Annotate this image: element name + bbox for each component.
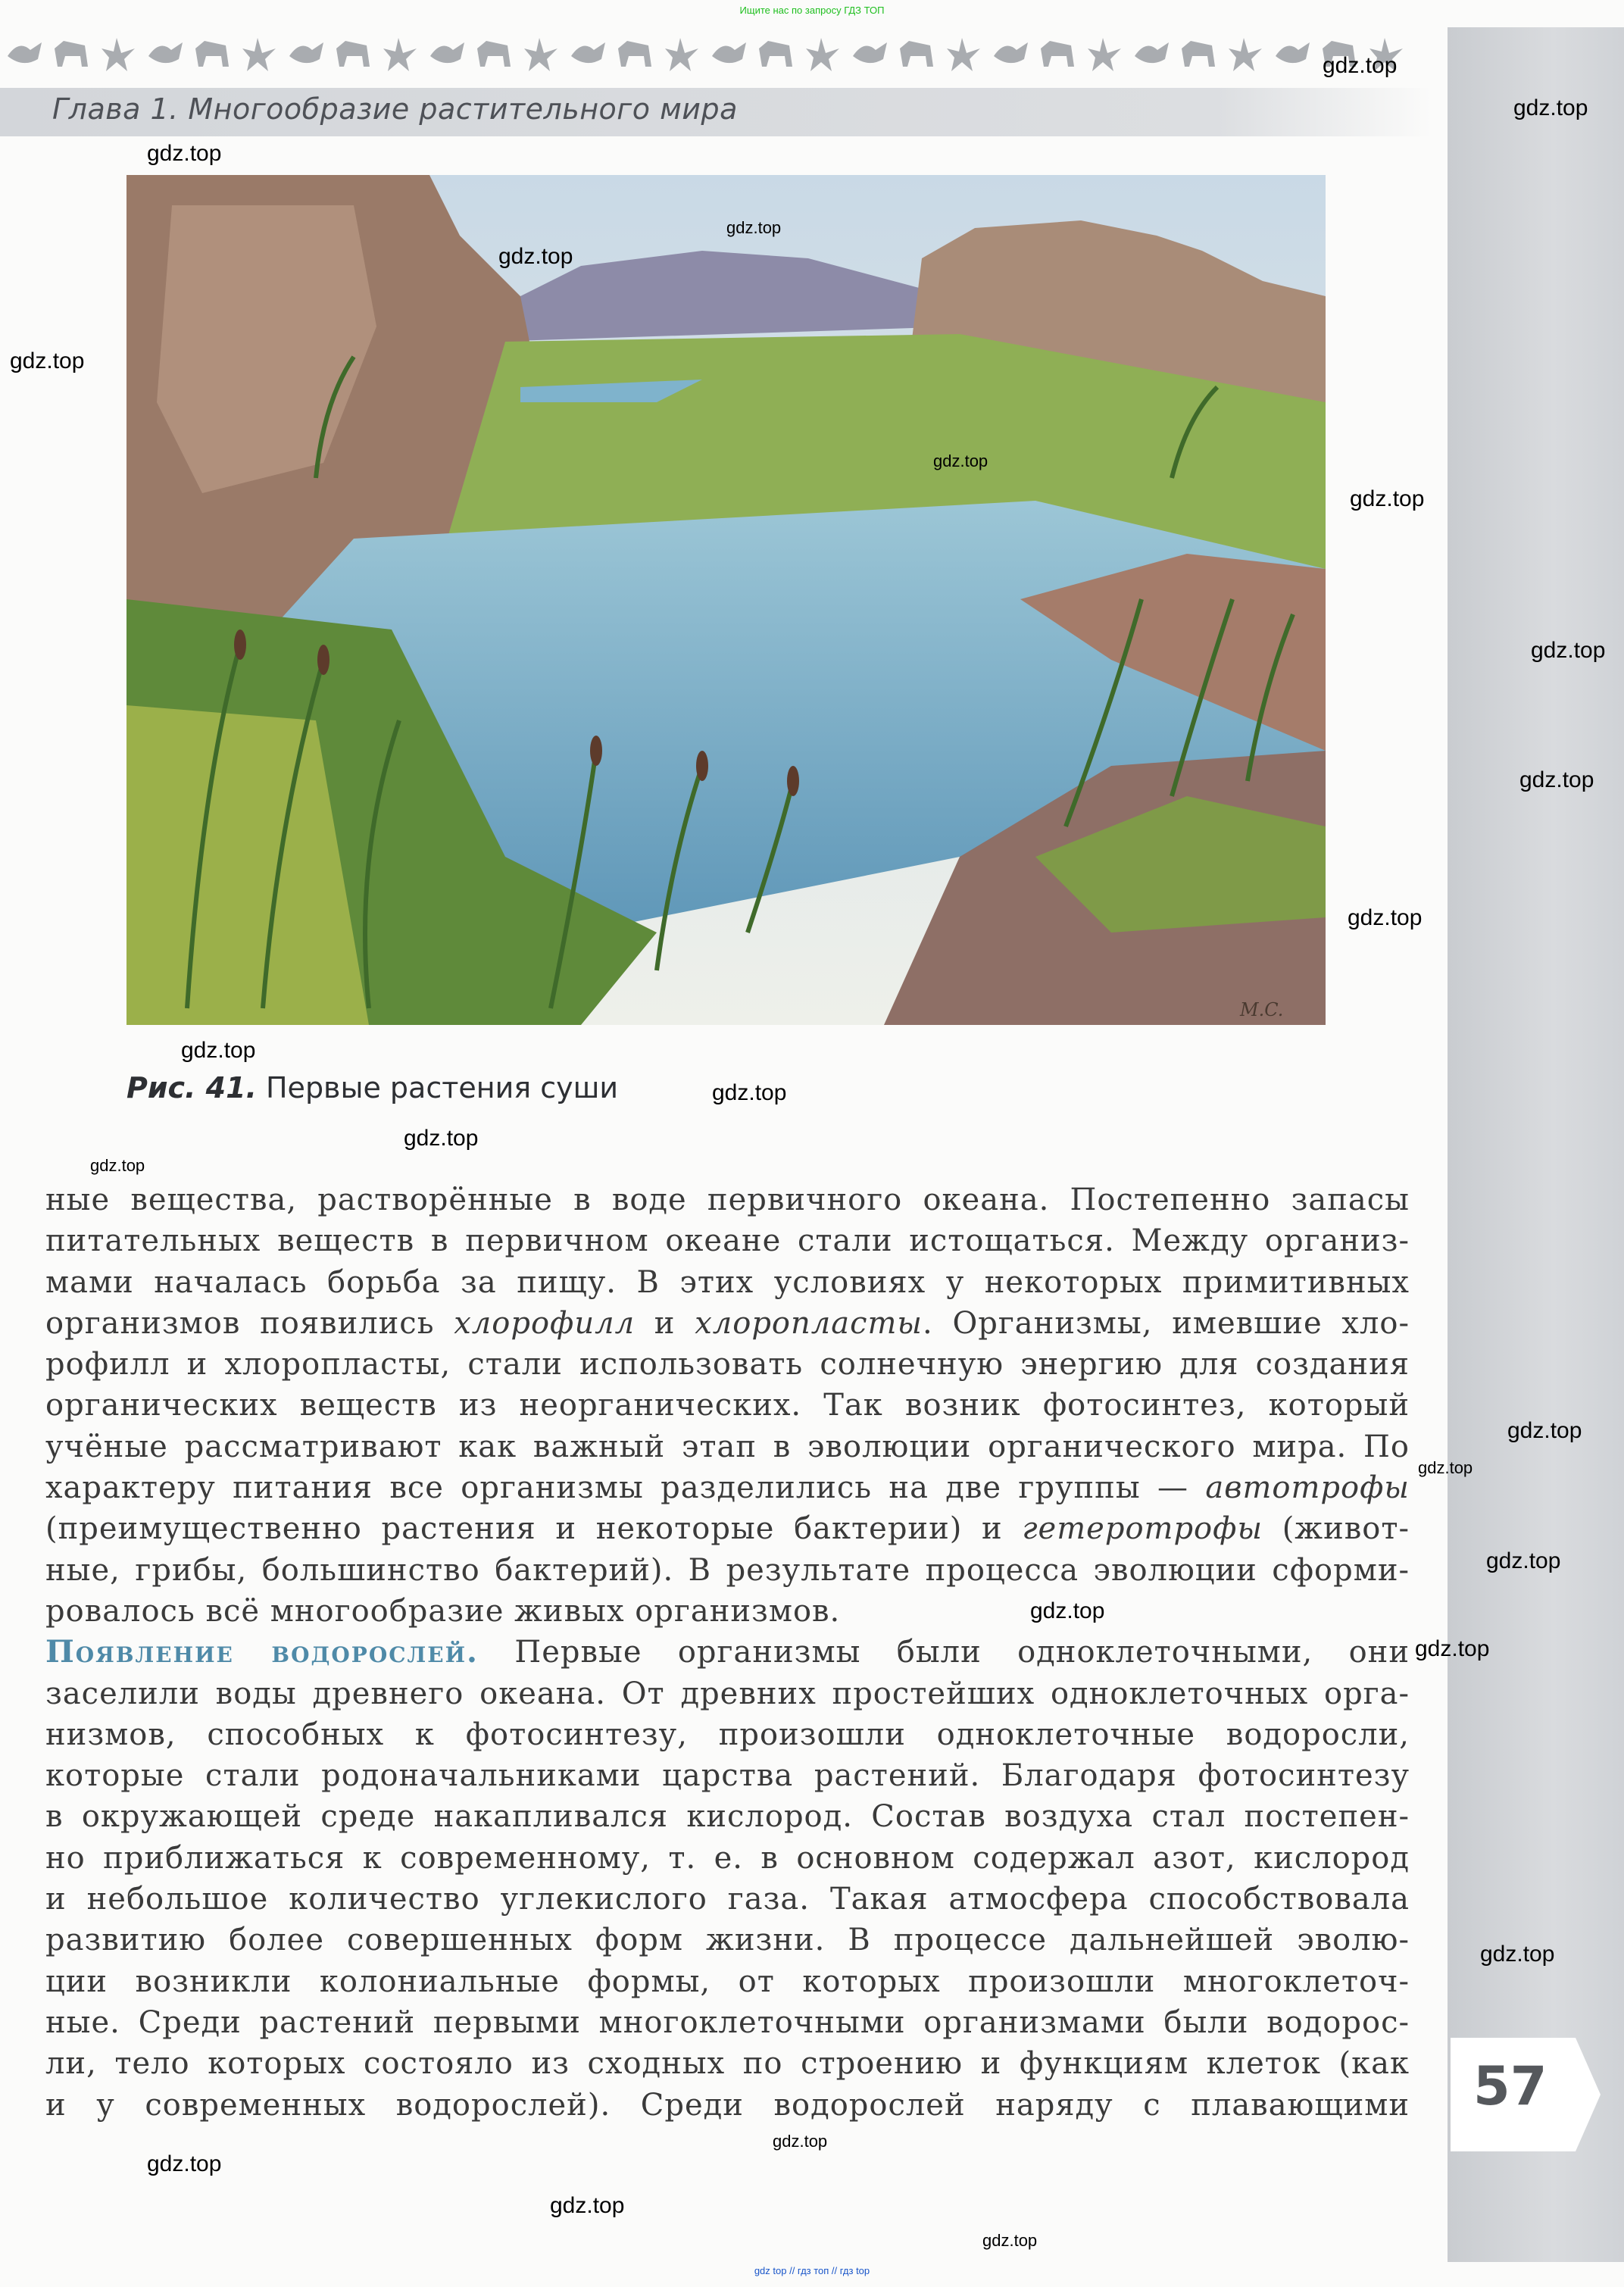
animal-silhouette-strip: [0, 33, 1424, 76]
section-heading: Появление водорослей.: [45, 1634, 479, 1670]
animal-silhouette-icon: [900, 41, 933, 67]
text-line: [45, 1879, 1410, 1920]
text-segment: и у современных водорослей). Среди водорослей наряду с плавающими: [45, 2087, 1410, 2123]
watermark: gdz.top: [982, 2231, 1038, 2250]
animal-silhouette-icon: [8, 42, 42, 63]
text-segment: заселили воды древнего океана. От древних простейших одноклеточных орга-: [45, 1676, 1410, 1711]
watermark: gdz.top: [147, 2151, 222, 2176]
text-line: [45, 1508, 1410, 1549]
animal-silhouette-icon: [1276, 42, 1310, 63]
animal-silhouette-icon: [571, 42, 605, 63]
watermark: gdz.top: [404, 1126, 479, 1151]
italic-term: гетеротрофы: [1022, 1511, 1263, 1547]
text-line: [45, 1796, 1410, 1837]
italic-term: хлорофилл: [454, 1305, 636, 1341]
watermark: gdz.top: [1323, 53, 1398, 78]
text-segment: в окружающей среде накапливался кислород. Состав воздуха стал постепен-: [45, 1799, 1410, 1835]
text-line: [45, 1591, 1410, 1632]
text-segment: органических веществ из неорганических. Так возник фотосинтез, который: [45, 1388, 1410, 1423]
text-segment: ные, грибы, большинство бактерий). В результате процесса эволюции сформи-: [45, 1552, 1410, 1588]
watermark: gdz.top: [1030, 1598, 1105, 1623]
watermark: gdz.top: [1350, 486, 1425, 511]
text-segment: низмов, способных к фотосинтезу, произошли одноклеточные водоросли,: [45, 1717, 1410, 1752]
watermark: gdz.top: [1531, 638, 1606, 663]
text-segment: ли, тело которых состояло из сходных по строению и функциям клеток (как: [45, 2046, 1410, 2082]
animal-silhouette-icon: [994, 42, 1028, 63]
animal-silhouette-icon: [55, 41, 88, 67]
text-segment: характеру питания все организмы разделились на две группы —: [45, 1470, 1206, 1506]
watermark: gdz.top: [1507, 1418, 1582, 1443]
chapter-header: [0, 88, 1432, 136]
text-line: [45, 1262, 1410, 1303]
watermark: gdz.top: [773, 2132, 828, 2151]
text-segment: ровалось всё многообразие живых организмов.: [45, 1593, 841, 1629]
text-segment: но приближаться к современному, т. е. в основном содержал азот, кислород: [45, 1840, 1410, 1876]
watermark: gdz.top: [726, 218, 782, 237]
watermark: gdz.top: [1415, 1636, 1490, 1661]
text-segment: которые стали родоначальниками царства растений. Благодаря фотосинтезу: [45, 1758, 1410, 1794]
text-line: [45, 1714, 1410, 1755]
animal-silhouette-icon: [1041, 41, 1074, 67]
watermark: gdz.top: [712, 1080, 787, 1105]
figure-caption-text: Первые растения суши: [265, 1071, 619, 1104]
watermark: gdz.top: [1418, 1458, 1473, 1477]
watermark: gdz.top: [1486, 1548, 1561, 1573]
text-segment: . Организмы, имевшие хло-: [923, 1305, 1410, 1341]
italic-term: хлоропласты: [695, 1305, 923, 1341]
animal-silhouette-icon: [1088, 38, 1121, 71]
text-segment: ные. Среди растений первыми многоклеточными организмами были водорос-: [45, 2004, 1410, 2040]
animal-silhouette-icon: [477, 41, 511, 67]
text-line: [45, 1220, 1410, 1261]
text-segment: и небольшое количество углекислого газа. Такая атмосфера способствовала: [45, 1882, 1410, 1917]
animal-silhouette-icon: [759, 41, 792, 67]
animal-silhouette-icon: [947, 38, 980, 71]
watermark: gdz.top: [498, 244, 573, 269]
artist-signature: M.C.: [1240, 999, 1284, 1020]
page-margin-strip: [1448, 27, 1624, 2262]
watermark: gdz.top: [1519, 767, 1594, 792]
text-segment: (живот-: [1263, 1511, 1410, 1547]
watermark: gdz.top: [147, 141, 222, 166]
text-segment: питательных веществ в первичном океане стали истощаться. Между организ-: [45, 1223, 1410, 1259]
animal-silhouette-icon: [618, 41, 651, 67]
animal-silhouette-icon: [242, 38, 276, 71]
animal-silhouette-icon: [1135, 42, 1169, 63]
text-segment: учёные рассматривают как важный этап в эволюции органического мира. По: [45, 1429, 1410, 1464]
animal-silhouette-icon: [102, 38, 135, 71]
figure-label: Рис. 41.: [126, 1071, 257, 1104]
watermark: gdz.top: [1513, 95, 1588, 120]
animal-silhouette-icon: [148, 42, 183, 63]
text-segment: Первые организмы были одноклеточными, они: [478, 1635, 1410, 1670]
watermark: gdz.top: [90, 1156, 145, 1175]
text-line: [45, 1755, 1410, 1796]
top-note: Ищите нас по запросу ГДЗ ТОП: [739, 5, 885, 16]
text-line: [45, 1344, 1410, 1385]
text-line: [45, 1303, 1410, 1344]
watermark: gdz.top: [550, 2193, 625, 2218]
text-segment: мами началась борьба за пищу. В этих условиях у некоторых примитивных: [45, 1264, 1410, 1300]
text-segment: ные вещества, растворённые в воде первичного океана. Постепенно запасы: [45, 1183, 1410, 1217]
figure-illustration: [126, 175, 1326, 1025]
text-line: [45, 1632, 1410, 1673]
text-line: [45, 1920, 1410, 1961]
text-line: [45, 1550, 1410, 1591]
italic-term: автотрофы: [1205, 1470, 1410, 1506]
text-segment: (преимущественно растения и некоторые бактерии) и: [45, 1511, 1023, 1547]
watermark: gdz.top: [1348, 905, 1423, 930]
text-segment: организмов появились: [45, 1305, 454, 1341]
text-line: [45, 1673, 1410, 1714]
watermark: gdz.top: [1480, 1942, 1555, 1967]
text-line: [45, 2002, 1410, 2043]
chapter-title: Глава 1. Многообразие растительного мира: [52, 92, 738, 126]
animal-silhouette-icon: [1229, 38, 1262, 71]
animal-silhouette-icon: [524, 38, 557, 71]
text-segment: ции возникли колониальные формы, от которых произошли многоклеточ-: [45, 1964, 1410, 1999]
text-line: [45, 1179, 1410, 1220]
text-line: [45, 1467, 1410, 1508]
animal-silhouette-icon: [289, 42, 323, 63]
animal-silhouette-icon: [1182, 41, 1215, 67]
animal-silhouette-icon: [383, 38, 417, 71]
text-segment: развитию более совершенных форм жизни. В процессе дальнейшей эволю-: [45, 1923, 1410, 1958]
watermark: gdz.top: [181, 1038, 256, 1063]
animal-silhouette-icon: [195, 41, 229, 67]
text-line: [45, 1426, 1410, 1467]
text-line: [45, 1385, 1410, 1426]
text-line: [45, 1961, 1410, 2002]
animal-silhouette-icon: [665, 38, 698, 71]
animal-silhouette-icon: [712, 42, 746, 63]
figure-caption: [126, 1071, 618, 1104]
landscape-painting: [126, 175, 1326, 1025]
body-text: [45, 1179, 1410, 2126]
page-number: 57: [1473, 2055, 1547, 2117]
text-line: [45, 1838, 1410, 1879]
animal-silhouette-icon: [806, 38, 839, 71]
animal-silhouette-icon: [336, 41, 370, 67]
watermark: gdz.top: [10, 348, 85, 373]
watermark: gdz.top: [933, 451, 988, 470]
animal-silhouette-icon: [430, 42, 464, 63]
text-segment: рофилл и хлоропласты, стали использовать солнечную энергию для создания: [45, 1347, 1410, 1383]
text-line: [45, 2043, 1410, 2084]
text-segment: и: [635, 1305, 695, 1341]
text-line: [45, 2085, 1410, 2126]
animal-silhouette-icon: [853, 42, 887, 63]
bottom-note: gdz top // гдз топ // гдз top: [754, 2265, 870, 2276]
